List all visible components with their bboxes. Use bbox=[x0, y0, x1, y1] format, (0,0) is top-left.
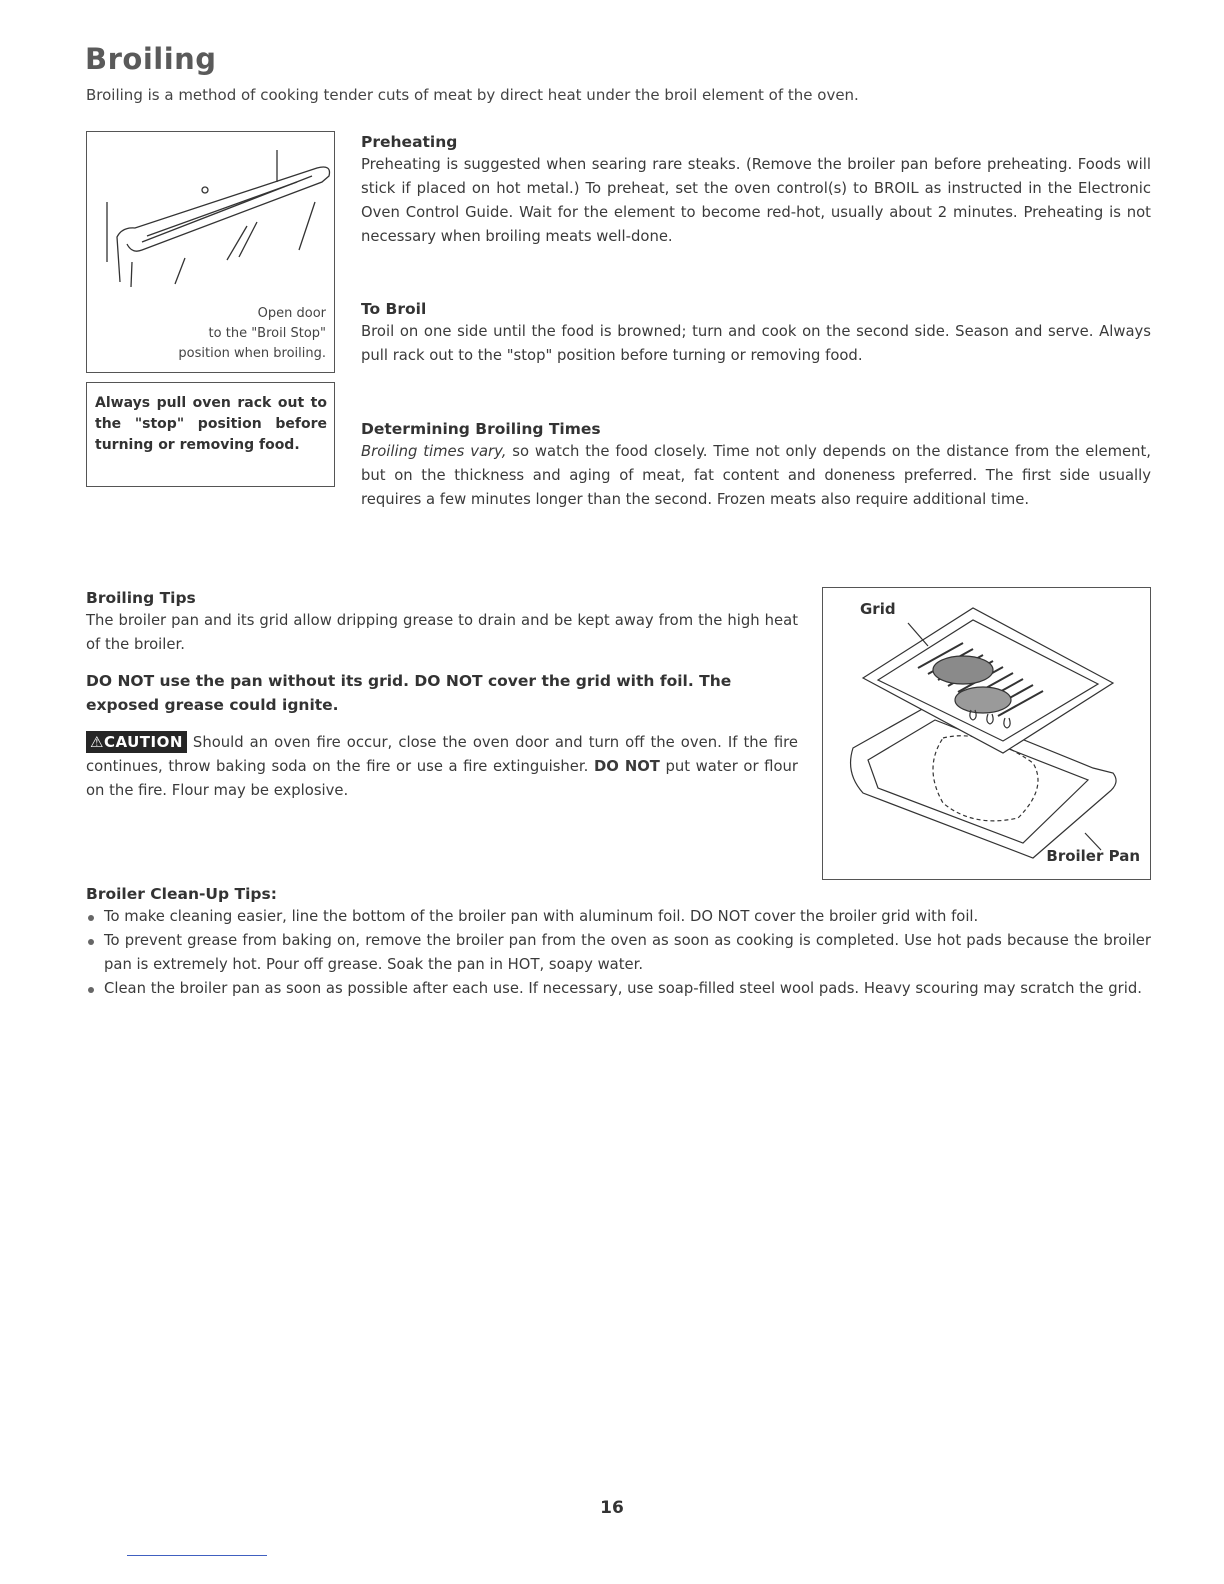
oven-door-figure bbox=[86, 131, 335, 373]
rack-warning-box: Always pull oven rack out to the "stop" position before turning or removing food. bbox=[86, 382, 335, 487]
caution-text-1: Should an oven fire occur, close the oven door and turn off the oven. If the fire continues, throw baking soda on the fire or use a fire extinguisher. bbox=[86, 734, 798, 775]
page-number: 16 bbox=[600, 1498, 624, 1518]
broiling-tips-section bbox=[86, 587, 798, 803]
preheating-heading: Preheating bbox=[361, 133, 458, 151]
broiling-times-section bbox=[361, 418, 1151, 512]
to-broil-heading: To Broil bbox=[361, 300, 427, 318]
to-broil-text: Broil on one side until the food is browned; turn and cook on the second side. Season and serve. Always pull rack out to the "stop" position before turning or removing food. bbox=[361, 323, 1151, 364]
broiling-times-italic: Broiling times vary, bbox=[361, 443, 507, 460]
list-item: To make cleaning easier, line the bottom of the broiler pan with aluminum foil. DO NOT cover the broiler grid with foil. bbox=[86, 905, 1151, 929]
caution-bold: DO NOT bbox=[593, 758, 660, 775]
caution-label: CAUTION bbox=[103, 733, 183, 751]
cleanup-heading: Broiler Clean-Up Tips: bbox=[86, 885, 277, 903]
broiling-times-text bbox=[361, 440, 1151, 512]
grid-foil-warning: DO NOT use the pan without its grid. DO NOT cover the grid with foil. The exposed grease could ignite. bbox=[86, 672, 732, 714]
preheating-text: Preheating is suggested when searing rare steaks. (Remove the broiler pan before preheating. Foods will stick if placed on hot metal.) To preheat, set the oven control(s) to BROIL as instructed in the Electronic Oven Control Guide. Wait for the element to become red-hot, usually about 2 minutes. Preheating is not necessary when broiling meats well-done. bbox=[361, 156, 1151, 245]
broiling-times-heading: Determining Broiling Times bbox=[361, 420, 601, 438]
door-caption: Open door to the "Broil Stop" position when broiling. bbox=[178, 306, 326, 361]
grid-label: Grid bbox=[860, 600, 896, 618]
list-item: To prevent grease from baking on, remove the broiler pan from the oven as soon as cooking is completed. Use hot pads because the broiler pan is extremely hot. Pour off grease. Soak the pan in HOT, soapy water. bbox=[86, 929, 1151, 977]
page-title: Broiling bbox=[85, 42, 217, 76]
caution-badge bbox=[86, 731, 187, 753]
preheating-section bbox=[361, 131, 1151, 249]
to-broil-section bbox=[361, 298, 1151, 368]
broiling-tips-heading: Broiling Tips bbox=[86, 589, 196, 607]
intro-text: Broiling is a method of cooking tender cuts of meat by direct heat under the broil element of the oven. bbox=[86, 86, 859, 104]
broiler-pan-figure bbox=[822, 587, 1151, 880]
cleanup-section bbox=[86, 883, 1151, 1001]
cleanup-list bbox=[86, 905, 1151, 1001]
warning-triangle-icon: ⚠ bbox=[90, 733, 104, 751]
caution-paragraph bbox=[86, 731, 798, 803]
broiling-tips-text: The broiler pan and its grid allow dripping grease to drain and be kept away from the high heat of the broiler. bbox=[86, 612, 798, 653]
caution-text-2: put water or flour on the fire. Flour may be explosive. bbox=[86, 758, 798, 799]
broiling-times-body: so watch the food closely. Time not only depends on the distance from the element, but on the thickness and aging of meat, fat content and doneness preferred. The first side usually requires a few minutes longer than the second. Frozen meats also require additional time. bbox=[361, 443, 1151, 508]
broiler-pan-illustration bbox=[823, 588, 1150, 879]
broiler-pan-label: Broiler Pan bbox=[1046, 847, 1140, 865]
footer-rule bbox=[127, 1555, 267, 1556]
list-item: Clean the broiler pan as soon as possible after each use. If necessary, use soap-filled steel wool pads. Heavy scouring may scratch the grid. bbox=[86, 977, 1151, 1001]
oven-door-illustration bbox=[87, 132, 334, 292]
